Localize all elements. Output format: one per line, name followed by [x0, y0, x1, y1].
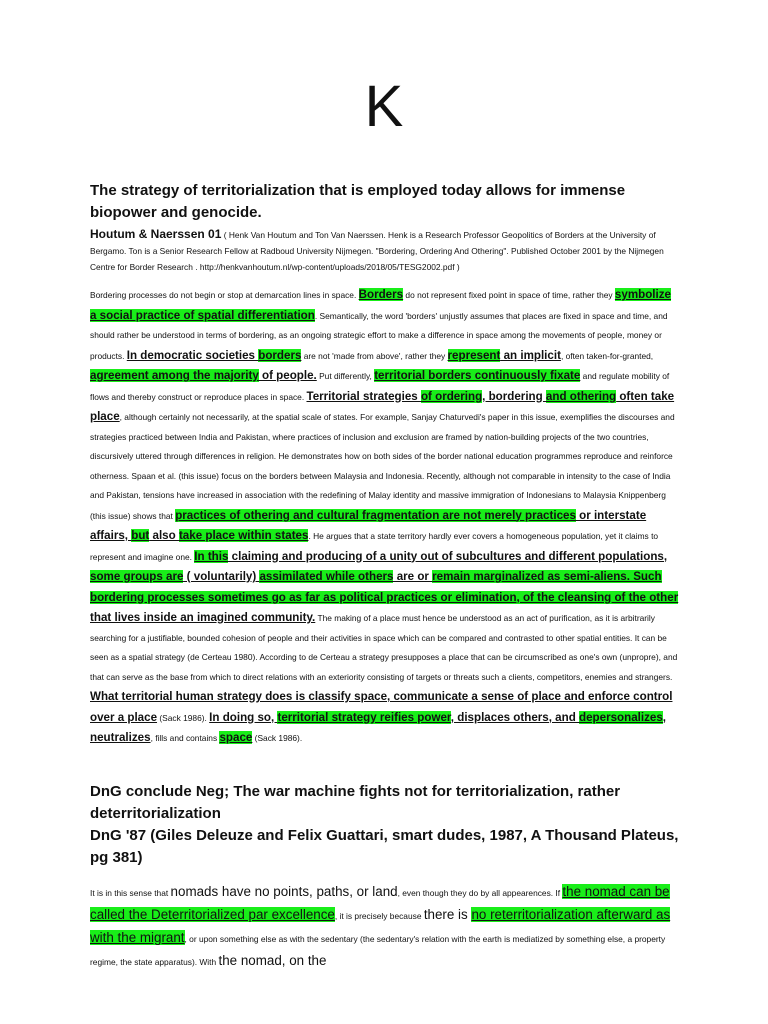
- highlighted-text: the nomad can be called the Deterritorialized par excellence: [90, 883, 670, 922]
- card-citation: [90, 226, 680, 275]
- card-text: , although certainly not necessarily, at the spatial scale of states. For example, Sanjay Chaturvedi's paper in this issue, exemplifies the discourses and strategies practiced between India and Pakistan, where practices of inclusion and exclusion are framed by nation-building projects of the two countries, discursively uttered through differences in religion. He demonstrates how on both sides of the border national education programmes reproduce and reinforce otherness. Spaan et al. (this issue) focus on the borders between Malaysia and Indonesia. Recently, although not comparable in intensity to the case of India and Pakistan, tensions have increased in association with the redefining of Malay identity and massive immigration of Indonesians to Malaysia Knippenberg (this issue) shows that: [90, 412, 675, 521]
- underlined-text: often take place: [90, 389, 675, 423]
- highlighted-text: but: [131, 529, 150, 542]
- highlighted-text: space: [219, 731, 253, 744]
- card-text: , or upon something else as with the sedentary (the sedentary's relation with the earth is mediatized by something else, a property regime, the state apparatus). With: [90, 933, 666, 967]
- underlined-text: are or: [393, 570, 433, 583]
- highlighted-text: represent: [447, 348, 501, 362]
- card-text: The making of a place must hence be understood as an act of purification, as it is arbitrarily searching for a justifiable, bounded cohesion of people and their activities in space which can be compared and contrasted to other spatial entities. It can be seen as a spatial strategy (de Certeau 1980). According to de Certeau a strategy presupposes a place that can be circumscribed as one's own (unpropre), and that can serve as the base from which to direct relations with an exteriority consisting of targets or threats such a clients, competitors, enemies and strangers.: [90, 613, 678, 682]
- underlined-text: also: [149, 529, 179, 542]
- card-citation: DnG '87 (Giles Deleuze and Felix Guattari, smart dudes, 1987, A Thousand Plateus, pg 381): [90, 826, 679, 866]
- card-text: do not represent fixed point in space of time, rather they: [403, 290, 615, 300]
- highlighted-text: borders: [258, 348, 302, 362]
- card-text: , fills and contains: [150, 733, 220, 743]
- highlighted-text: territorial strategy reifies power: [277, 710, 451, 724]
- highlighted-text: assimilated while others: [259, 570, 394, 583]
- citation-details: ( Henk Van Houtum and Ton Van Naerssen. Henk is a Research Professor Geopolitics of Borders at the University of Bergamo. Ton is a Senior Research Fellow at Radboud University Nijmegen. "Bordering, Ordering And Othering". Published October 2001 by the Nijmegen Centre for Border Research . http://henkvanhoutum.nl/wp-content/uploads/2018/05/TESG2002.pdf ): [90, 230, 664, 272]
- highlighted-text: no reterritorialization afterward as with the migrant: [90, 906, 671, 945]
- highlighted-text: of ordering: [420, 389, 483, 403]
- highlighted-text: take place within states: [178, 529, 309, 542]
- highlighted-text: and othering: [545, 389, 617, 403]
- card-text: . Semantically, the word 'borders' unjustly assumes that places are fixed in space and time, and should rather be understood in terms of bordering, as an ongoing strategic effort to make a difference in space among the movements of people, money or products.: [90, 310, 668, 361]
- underlined-text: claiming and producing of a unity out of subcultures and different populations,: [228, 549, 668, 563]
- card-text: (Sack 1986).: [252, 733, 303, 743]
- card-text: Bordering processes do not begin or stop at demarcation lines in space.: [90, 290, 359, 300]
- card-text: are not 'made from above', rather they: [301, 350, 448, 361]
- highlighted-text: symbolize a social practice of spatial differentiation: [90, 288, 671, 322]
- underlined-text: In democratic societies: [126, 348, 259, 362]
- card-text: Put differently,: [316, 371, 375, 381]
- underlined-text: , displaces others, and: [450, 710, 580, 724]
- card-tag: The strategy of territorialization that is employed today allows for immense biopower and genocide.: [90, 182, 626, 221]
- card-text: , even though they do by all appearences. If: [397, 887, 563, 898]
- highlighted-text: remain marginalized as semi-aliens. Such bordering processes sometimes go as far as political practices or elimination, of the cleansing of the other: [90, 570, 679, 604]
- underlined-text: that lives inside an imagined community.: [90, 611, 316, 624]
- card-body: [90, 881, 680, 973]
- citation-author: Houtum & Naerssen 01: [90, 227, 222, 241]
- underlined-text: In doing so,: [209, 710, 278, 724]
- underlined-text: an implicit: [500, 348, 561, 362]
- highlighted-text: some groups are: [90, 570, 184, 583]
- underlined-text: or interstate affairs,: [90, 508, 647, 542]
- card-body: [90, 285, 680, 749]
- underlined-text: ( voluntarily): [183, 570, 260, 583]
- underlined-text: there is: [423, 906, 472, 922]
- underlined-text: nomads have no points, paths, or land: [170, 883, 398, 899]
- underlined-text: the nomad, on the: [218, 952, 327, 968]
- section-letter: K: [364, 74, 404, 139]
- underlined-text: , neutralizes: [90, 710, 667, 744]
- card-text: , it is precisely because: [334, 910, 424, 921]
- document-body: [90, 180, 680, 973]
- highlighted-text: Borders: [358, 288, 404, 301]
- highlighted-text: agreement among the majority: [90, 369, 259, 382]
- card-text: It is in this sense that: [90, 887, 171, 898]
- highlighted-text: practices of othering and cultural fragmentation are not merely practices: [175, 508, 576, 522]
- section-spacer: [90, 749, 680, 781]
- card-text: (Sack 1986).: [157, 712, 210, 723]
- underlined-text: What territorial human strategy does is classify space, communicate a sense of place and enforce control over a place: [90, 690, 673, 724]
- underlined-text: Territorial strategies: [306, 389, 421, 403]
- card-text: , often taken-for-granted,: [560, 350, 654, 361]
- card-text: . He argues that a state territory hardly ever covers a homogeneous population, yet it claims to represent and imagine one.: [90, 531, 659, 562]
- card-text: and regulate mobility of flows and thereby construct or reproduce places in space.: [90, 371, 670, 402]
- highlighted-text: territorial borders continuously fixate: [374, 369, 581, 382]
- underlined-text: , bordering: [482, 389, 546, 403]
- card-tag: DnG conclude Neg; The war machine fights not for territorialization, rather deterritorialization: [90, 782, 621, 822]
- highlighted-text: depersonalizes: [579, 710, 663, 724]
- highlighted-text: In this: [194, 549, 229, 563]
- underlined-text: of people.: [258, 369, 317, 382]
